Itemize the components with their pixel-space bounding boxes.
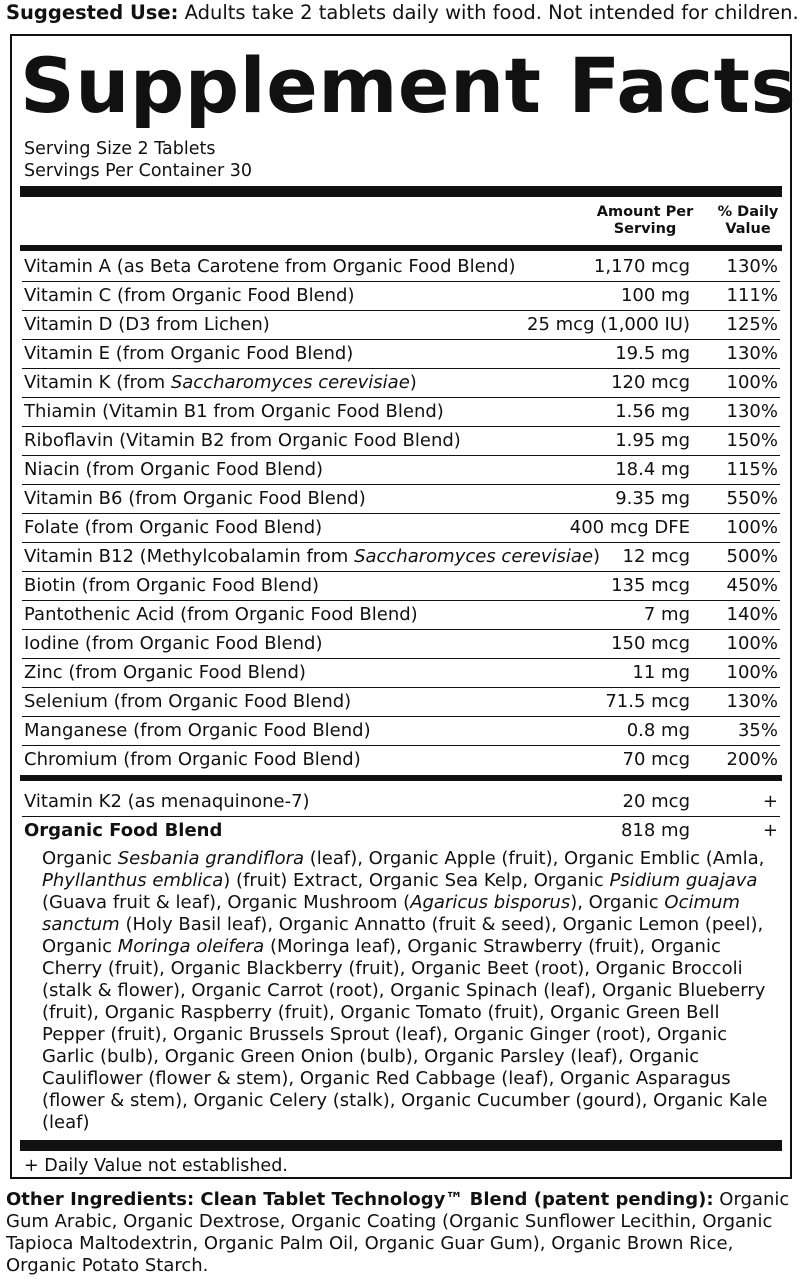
nutrient-row [22,601,780,630]
nutrient-daily-value: 550% [726,488,778,509]
serving-size: Serving Size 2 Tablets [24,139,216,159]
daily-value-footnote: + Daily Value not established. [24,1156,288,1176]
nutrient-name: Pantothenic Acid (from Organic Food Blend) [24,604,418,625]
nutrient-amount: 19.5 mg [615,343,690,364]
nutrient-name: Biotin (from Organic Food Blend) [24,575,320,596]
nutrient-row [22,398,780,427]
other-ingredients [6,1189,802,1277]
nutrient-daily-value: + [762,791,778,812]
nutrient-amount: 1.95 mg [615,430,690,451]
nutrient-daily-value: 115% [726,459,778,480]
nutrient-name: Vitamin B12 (Methylcobalamin from Saccharomyces cerevisiae) [24,546,601,567]
nutrient-row [22,746,780,774]
nutrient-name: Folate (from Organic Food Blend) [24,517,323,538]
nutrient-amount: 818 mg [620,820,690,841]
nutrient-row [22,817,780,845]
panel-title: Supplement Facts [20,41,797,130]
nutrient-row [22,340,780,369]
nutrient-daily-value: 100% [726,662,778,683]
nutrient-row [22,717,780,746]
nutrient-name: Chromium (from Organic Food Blend) [24,749,361,770]
nutrient-amount: 70 mcg [622,749,690,770]
suggested-use [6,1,802,25]
nutrient-row [22,788,780,817]
nutrient-row [22,282,780,311]
nutrient-row [22,630,780,659]
nutrient-name: Vitamin D (D3 from Lichen) [24,314,270,335]
nutrient-daily-value: 130% [726,401,778,422]
nutrient-row [22,456,780,485]
nutrient-daily-value: 130% [726,691,778,712]
nutrient-daily-value: 35% [737,720,778,741]
nutrient-name: Vitamin C (from Organic Food Blend) [24,285,355,306]
thick-divider-bottom [20,1140,782,1151]
nutrient-row [22,543,780,572]
other-ingredients-label: Other Ingredients: Clean Tablet Technology™ Blend (patent pending): [6,1189,714,1210]
nutrient-amount: 25 mcg (1,000 IU) [527,314,690,335]
nutrient-amount: 135 mcg [611,575,690,596]
nutrient-daily-value: 140% [726,604,778,625]
nutrient-row [22,253,780,282]
organic-food-blend-ingredients: Organic Sesbania grandiflora (leaf), Organic Apple (fruit), Organic Emblic (Amla, Phyllanthus emblica) (fruit) Extract, Organic Sea Kelp, Organic Psidium guajava (Guava fruit & leaf), Organic Mushroom (Agaricus bisporus), Organic Ocimum sanctum (Holy Basil leaf), Organic Annatto (fruit & seed), Organic Lemon (peel), Organic Moringa oleifera (Moringa leaf), Organic Strawberry (fruit), Organic Cherry (fruit), Organic Blackberry (fruit), Organic Beet (root), Organic Broccoli (stalk & flower), Organic Carrot (root), Organic Spinach (leaf), Organic Blueberry (fruit), Organic Raspberry (fruit), Organic Tomato (fruit), Organic Green Bell Pepper (fruit), Organic Brussels Sprout (leaf), Organic Ginger (root), Organic Garlic (bulb), Organic Green Onion (bulb), Organic Parsley (leaf), Organic Cauliflower (flower & stem), Organic Red Cabbage (leaf), Organic Asparagus (flower & stem), Organic Celery (stalk), Organic Cucumber (gourd), Organic Kale (leaf) [42,848,768,1133]
nutrient-amount: 100 mg [620,285,690,306]
supplement-facts-panel [10,34,797,1179]
nutrient-daily-value: 450% [726,575,778,596]
nutrient-name: Vitamin K2 (as menaquinone-7) [24,791,310,812]
thick-divider-middle [20,775,782,781]
header-amount-per-serving: Amount Per Serving [596,204,694,237]
extras-table [22,788,780,845]
nutrient-row [22,311,780,340]
nutrient-name: Riboflavin (Vitamin B2 from Organic Food Blend) [24,430,461,451]
nutrient-name: Zinc (from Organic Food Blend) [24,662,306,683]
nutrient-row [22,572,780,601]
servings-per-container: Servings Per Container 30 [24,161,252,181]
nutrient-amount: 18.4 mg [615,459,690,480]
nutrient-amount: 11 mg [632,662,690,683]
nutrient-row [22,514,780,543]
nutrient-amount: 20 mcg [622,791,690,812]
nutrient-name: Vitamin K (from Saccharomyces cerevisiae) [24,372,417,393]
nutrient-daily-value: 200% [726,749,778,770]
nutrient-amount: 12 mcg [622,546,690,567]
nutrient-row [22,688,780,717]
header-daily-value: % Daily Value [717,204,779,237]
nutrient-daily-value: 125% [726,314,778,335]
nutrient-daily-value: 150% [726,430,778,451]
nutrient-amount: 7 mg [643,604,690,625]
nutrient-amount: 1.56 mg [615,401,690,422]
thick-divider-top [20,186,782,197]
nutrient-name: Thiamin (Vitamin B1 from Organic Food Blend) [24,401,444,422]
thick-divider-header [20,245,782,251]
suggested-use-label: Suggested Use: [6,1,179,24]
nutrient-table [22,253,780,774]
nutrient-name: Organic Food Blend [24,820,223,841]
nutrient-amount: 150 mcg [611,633,690,654]
nutrient-daily-value: 111% [726,285,778,306]
nutrient-daily-value: 500% [726,546,778,567]
serving-info [24,138,252,182]
nutrient-name: Niacin (from Organic Food Blend) [24,459,324,480]
nutrient-amount: 400 mcg DFE [569,517,690,538]
nutrient-row [22,369,780,398]
nutrient-name: Selenium (from Organic Food Blend) [24,691,352,712]
nutrient-daily-value: 100% [726,372,778,393]
nutrient-name: Manganese (from Organic Food Blend) [24,720,371,741]
nutrient-daily-value: 100% [726,517,778,538]
nutrient-row [22,659,780,688]
nutrient-daily-value: + [762,820,778,841]
nutrient-daily-value: 130% [726,256,778,277]
nutrient-name: Iodine (from Organic Food Blend) [24,633,323,654]
nutrient-name: Vitamin B6 (from Organic Food Blend) [24,488,366,509]
suggested-use-text: Adults take 2 tablets daily with food. Not intended for children. [178,1,799,24]
nutrient-name: Vitamin E (from Organic Food Blend) [24,343,354,364]
nutrient-amount: 9.35 mg [615,488,690,509]
nutrient-row [22,485,780,514]
nutrient-daily-value: 130% [726,343,778,364]
nutrient-amount: 71.5 mcg [605,691,690,712]
nutrient-amount: 1,170 mcg [593,256,690,277]
nutrient-daily-value: 100% [726,633,778,654]
other-ingredients-text: Organic Gum Arabic, Organic Dextrose, Organic Coating (Organic Sunflower Lecithin, Organic Tapioca Maltodextrin, Organic Palm Oil, Organic Guar Gum), Organic Brown Rice, Organic Potato Starch. [6,1189,790,1276]
nutrient-name: Vitamin A (as Beta Carotene from Organic Food Blend) [24,256,516,277]
nutrient-amount: 0.8 mg [626,720,690,741]
nutrient-row [22,427,780,456]
nutrient-amount: 120 mcg [611,372,690,393]
